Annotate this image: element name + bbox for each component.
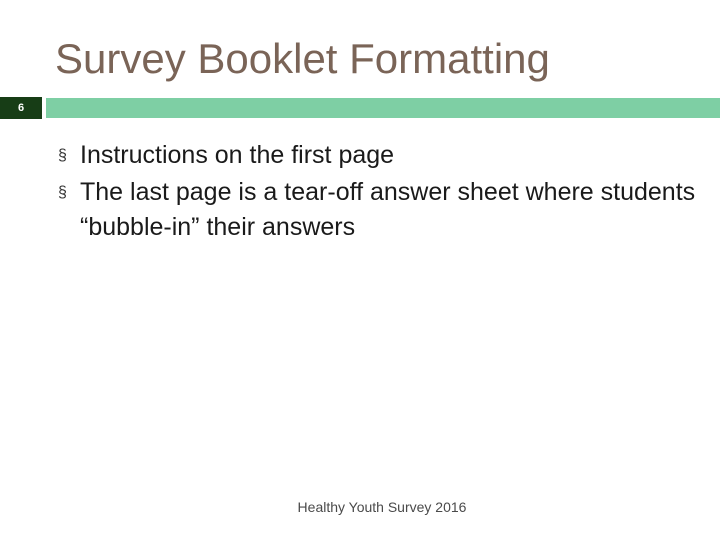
bullet-item xyxy=(58,175,698,245)
bullet-text: Instructions on the first page xyxy=(80,141,395,169)
bullet-marker-icon: § xyxy=(58,147,67,164)
bullet-text: The last page is a tear-off answer sheet where students “bubble-in” their answers xyxy=(80,178,696,241)
header-bar xyxy=(46,98,720,118)
footer-text: Healthy Youth Survey 2016 xyxy=(297,499,467,515)
bullet-item xyxy=(58,138,698,173)
slide-number: 6 xyxy=(0,97,42,119)
bullet-list xyxy=(58,138,698,247)
slide-title: Survey Booklet Formatting xyxy=(55,35,550,82)
bullet-marker-icon: § xyxy=(58,184,67,201)
